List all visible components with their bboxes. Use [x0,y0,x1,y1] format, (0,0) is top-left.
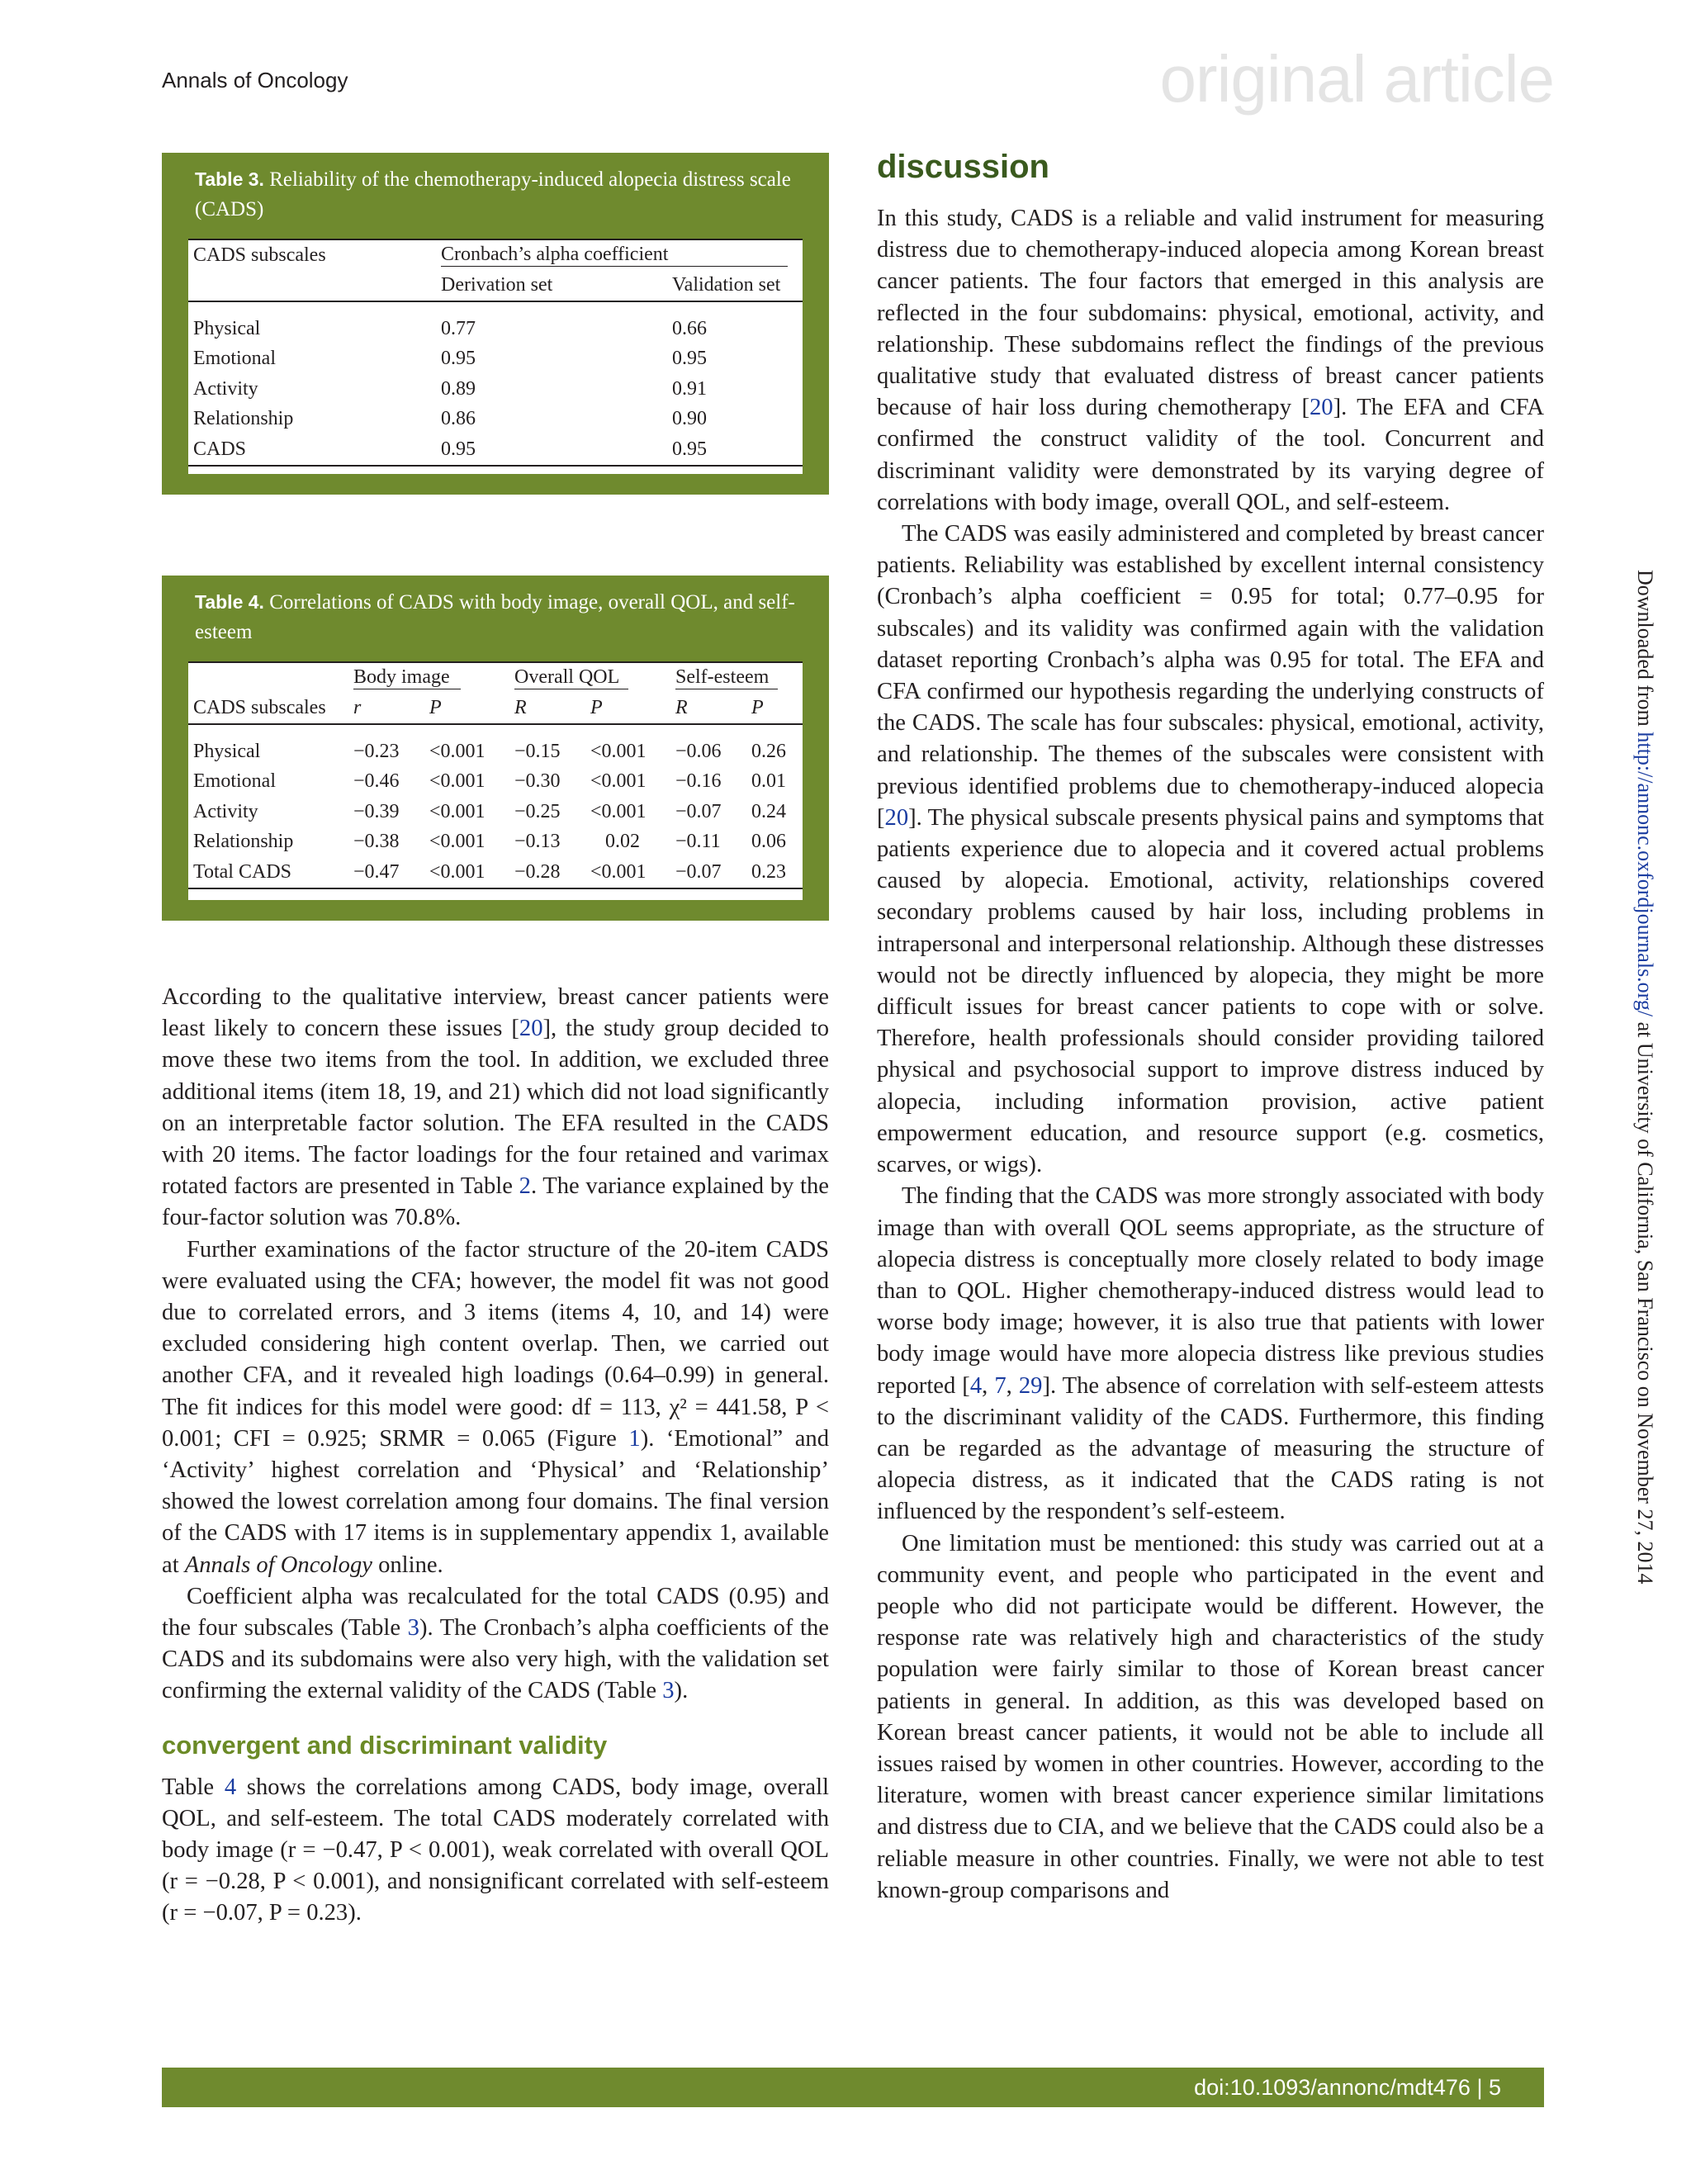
paragraph: The finding that the CADS was more strongly associated with body image than with overall QOL seems appropriate, as the structure of alopecia distress is conceptually more closely related to body image than to QOL. Higher chemotherapy-induced distress would lead to worse body image; however, it is also true that patients with lower body image would have more alopecia distress like previous studies reported [4, 7, 29]. The absence of correlation with self-esteem attests to the discriminant validity of the CADS. Furthermore, this finding can be regarded as the advantage of measuring the structure of alopecia distress, as it indicated that the CADS rating is not influenced by the respondent’s self-esteem. [877,1183,1545,1525]
cell: <0.001 [590,740,647,762]
cell: <0.001 [429,860,486,883]
table-4-group-overall-qol: Overall QOL [514,666,628,689]
cell: −0.15 [514,740,561,762]
reference-link[interactable]: 20 [519,1016,543,1042]
cell: 0.95 [672,438,707,460]
cell: 0.26 [751,740,786,762]
reference-link[interactable]: 7 [994,1372,1007,1399]
cell: 0.86 [441,408,476,430]
cell: 0.77 [441,317,476,339]
right-column [877,149,1545,1907]
cell: 0.23 [751,860,786,883]
table-link[interactable]: 3 [407,1615,419,1642]
reference-link[interactable]: 4 [969,1372,983,1399]
subhead-r: r [353,697,362,719]
paragraph: Table 4 shows the correlations among CADS, body image, overall QOL, and self-esteem. The total CADS moderately correlated with body image (r = −0.47, P < 0.001), weak correlated with overall QOL (r = −0.28, P < 0.001), and nonsignificant correlated with self-esteem (r = −0.07, P = 0.23). [162,1774,830,1926]
reference-link[interactable]: 20 [884,804,909,831]
table-row [188,344,803,375]
cell: <0.001 [429,740,486,762]
section-heading: convergent and discriminant validity [162,1730,608,1760]
row-label: Emotional [193,770,276,793]
subhead-p: P [590,697,603,719]
table-4-caption [162,576,829,647]
cell: −0.30 [514,770,561,793]
row-label: Activity [193,377,258,400]
cell: −0.23 [353,740,400,762]
subhead-p: P [429,697,442,719]
cell: −0.06 [675,740,722,762]
reference-link[interactable]: 20 [1309,395,1333,421]
paragraph: One limitation must be mentioned: this study was carried out at a community event, and people who participated in the event and people who did not participate would be different. However, the response rate was relatively high and characteristics of the study population were fairly similar to those of Korean breast cancer patients in general. In addition, as this was developed based on Korean breast cancer patients, it would not be able to include all issues raised by women in other countries. However, according to the literature, women with breast cancer experience similar limitations and distress due to CIA, and we believe that the CADS could also be a reliable measure in other countries. Finally, we were not able to test known-group comparisons and [877,1530,1544,1903]
paragraph: According to the qualitative interview, breast cancer patients were least likely to concern these issues [20], the study group decided to move these two items from the tool. In addition, we excluded three additional items (item 18, 19, and 21) which did not load significantly on an interpretable factor solution. The EFA resulted in the CADS with 20 items. The factor loadings for the four retained and varimax rotated factors are presented in Table 2. The variance explained by the four-factor solution was 70.8%. [162,984,829,1231]
cell: 0.95 [441,348,476,370]
row-label: CADS [193,438,247,460]
cell: −0.47 [353,860,400,883]
cell: −0.16 [675,770,722,793]
paragraph: Further examinations of the factor structure of the 20-item CADS were evaluated using the CFA; however, the model fit was not good due to correlated errors, and 3 items (items 4, 10, and 14) were excluded considering high content overlap. Then, we carried out another CFA, and it revealed high loadings (0.64–0.99) in general. The fit indices for this model were good: df = 113, χ² = 441.58, P < 0.001; CFI = 0.925; SRMR = 0.065 (Figure 1). ‘Emotional” and ‘Activity’ highest correlation and ‘Physical’ and ‘Relationship’ showed the lowest correlation among four domains. The final version of the CADS with 17 items is in supplementary appendix 1, available at Annals of Oncology online. [162,1236,830,1578]
journal-url-link[interactable]: http://annonc.oxfordjournals.org/ [1633,732,1657,1017]
reference-link[interactable]: 29 [1018,1372,1043,1399]
table-3-header-validation: Validation set [672,274,781,296]
table-3-header-group: Cronbach’s alpha coefficient [441,244,788,267]
cell: <0.001 [429,800,486,822]
table-3-header-derivation: Derivation set [441,274,553,296]
table-row [188,827,803,858]
paragraph: Coefficient alpha was recalculated for the total CADS (0.95) and the four subscales (Table 3). The Cronbach’s alpha coefficients of the CADS and its subdomains were also very high, with the validation set confirming the external validity of the CADS (Table 3). [162,1583,829,1704]
cell: 0.90 [672,408,707,430]
table-3-body [188,239,803,474]
download-suffix: at University of California, San Francisco on November 27, 2014 [1633,1016,1657,1585]
figure-link[interactable]: 1 [628,1425,641,1452]
row-label: Total CADS [193,860,291,883]
cell: 0.01 [751,770,786,793]
cell: <0.001 [590,860,647,883]
table-4-caption-text: Correlations of CADS with body image, overall QOL, and self-esteem [195,591,795,643]
cell: 0.06 [751,831,786,853]
cell: <0.001 [429,831,486,853]
page-number: 5 [1488,2075,1501,2100]
cell: −0.25 [514,800,561,822]
table-3-caption [162,153,829,225]
cell: 0.95 [672,348,707,370]
table-row [188,434,803,466]
cell: 0.91 [672,377,707,400]
cell: 0.89 [441,377,476,400]
table-row [188,767,803,798]
table-link[interactable]: 4 [224,1774,237,1800]
footer-separator: | [1470,2075,1489,2100]
table-4-header-subscales: CADS subscales [193,697,326,719]
table-4-body [188,661,803,900]
cell: −0.11 [675,831,721,853]
cell: −0.46 [353,770,400,793]
cell: −0.39 [353,800,400,822]
table-row [188,314,803,344]
table-3 [162,153,829,495]
table-row [188,737,803,767]
table-3-label: Table 3. [195,168,264,190]
cell: −0.38 [353,831,400,853]
cell: <0.001 [429,770,486,793]
table-4 [162,576,829,921]
doi-text[interactable]: doi:10.1093/annonc/mdt476 [1194,2075,1471,2100]
cell: −0.28 [514,860,561,883]
row-label: Physical [193,740,261,762]
cell: 0.66 [672,317,707,339]
table-link[interactable]: 3 [662,1678,675,1704]
table-row [188,374,803,405]
download-prefix: Downloaded from [1633,570,1657,732]
row-label: Emotional [193,348,276,370]
cell: 0.02 [605,831,640,853]
row-label: Relationship [193,831,294,853]
table-row [188,797,803,827]
cell: <0.001 [590,770,647,793]
cell: −0.07 [675,800,722,822]
subhead-p: P [751,697,764,719]
table-3-header-subscales: CADS subscales [193,244,326,266]
row-label: Relationship [193,408,294,430]
table-row [188,405,803,435]
table-row [188,857,803,888]
subhead-r: R [675,697,688,719]
journal-title: Annals of Oncology [162,68,348,92]
row-label: Activity [193,800,258,822]
table-3-caption-text: Reliability of the chemotherapy-induced alopecia distress scale (CADS) [195,168,791,220]
cell: <0.001 [590,800,647,822]
cell: 0.95 [441,438,476,460]
discussion-heading: discussion [877,149,1049,185]
cell: −0.07 [675,860,722,883]
footer-doi [1194,2071,1501,2104]
paragraph: The CADS was easily administered and completed by breast cancer patients. Reliability was established by excellent internal consistency (Cronbach’s alpha coefficient = 0.95 for total; 0.77–0.95 for subscales) and its validity was confirmed again with the validation dataset reporting Cronbach’s alpha was 0.95 for total. The EFA and CFA confirmed our hypothesis regarding the underlying constructs of the CADS. The scale has four subscales: physical, emotional, activity, and relationship. The themes of the subscales were consistent with previous identified problems due to chemotherapy-induced alopecia [20]. The physical subscale presents physical pains and symptoms that patients experience due to alopecia and it covered actual problems caused by alopecia. Emotional, activity, relationships covered secondary problems caused by hair loss, including problems in intrapersonal and interpersonal relationship. Although these distresses would not be directly influenced by alopecia, they might be more difficult issues for breast cancer patients to cope with or solve. Therefore, health professionals should consider providing tailored physical and psychosocial support to improve distress induced by alopecia, including information provision, active patient empowerment education, and resource support (e.g. cosmetics, scarves, or wigs). [877,521,1544,1178]
subhead-r: R [514,697,527,719]
cell: 0.24 [751,800,786,822]
table-4-label: Table 4. [195,591,264,613]
row-label: Physical [193,317,261,339]
left-column [162,982,829,1930]
cell: −0.13 [514,831,561,853]
table-4-group-body-image: Body image [353,666,461,689]
section-type-label: original article [1159,42,1554,116]
table-link[interactable]: 2 [519,1173,531,1200]
paragraph: In this study, CADS is a reliable and valid instrument for measuring distress due to chemotherapy-induced alopecia among Korean breast cancer patients. The four factors that emerged in this analysis are reflected in the four subdomains: physical, emotional, activity, and relationship. These subdomains reflect the findings of the previous qualitative study that evaluated distress of breast cancer patients because of hair loss during chemotherapy [20]. The EFA and CFA confirmed the construct validity of the tool. Concurrent and discriminant validity were demonstrated by its varying degree of correlations with body image, overall QOL, and self-esteem. [877,206,1544,515]
table-4-group-self-esteem: Self-esteem [675,666,778,689]
